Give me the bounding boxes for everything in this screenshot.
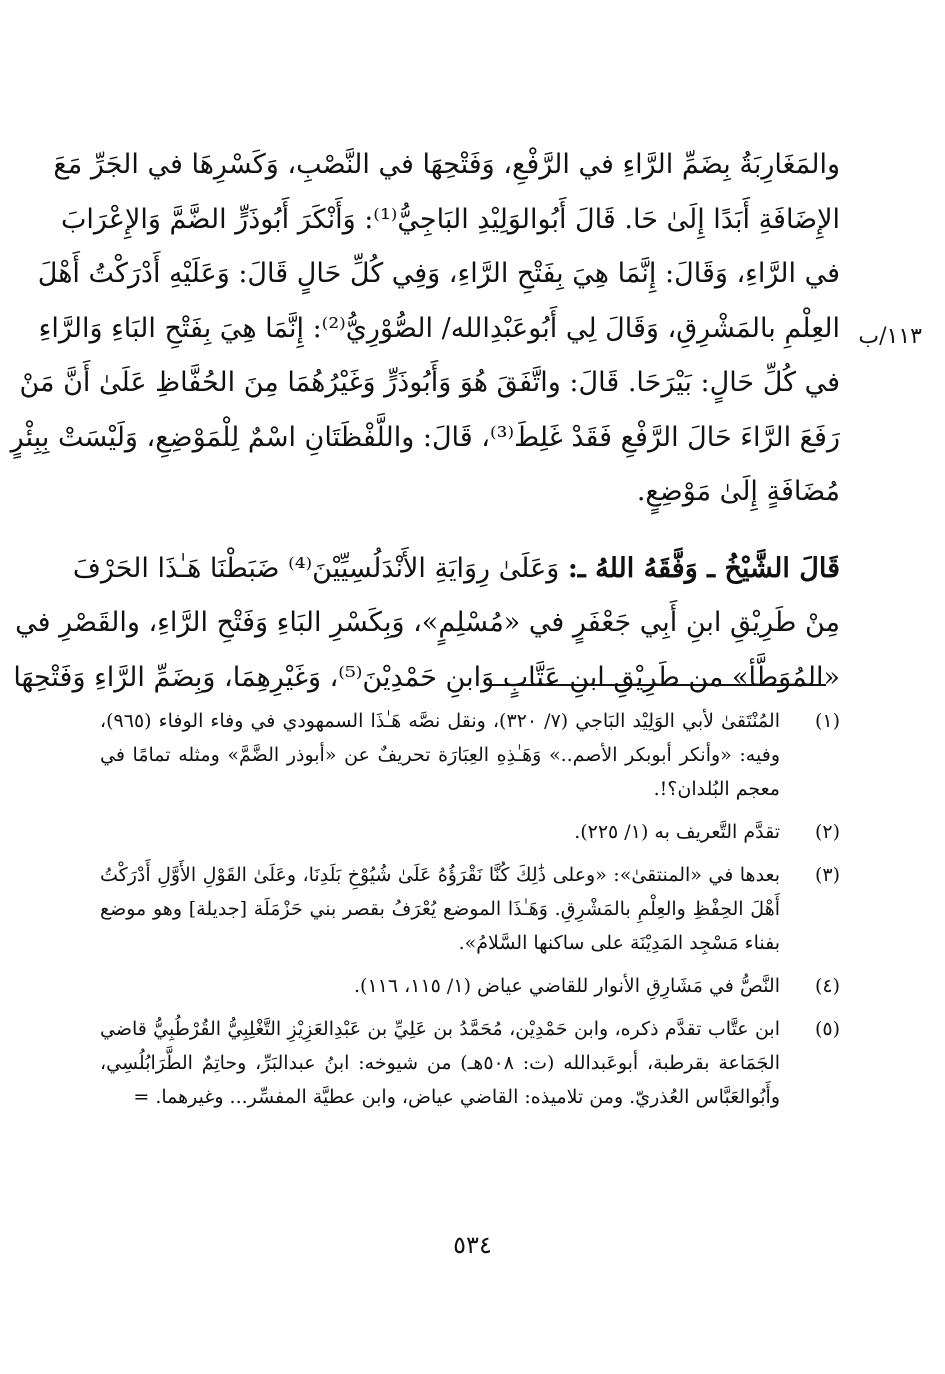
footnote [100,704,840,806]
text-line [72,542,840,597]
footnote-number: (٢) [814,821,840,843]
text-line: «المُوَطَّأ» من طَرِيْقِ ابنِ عَتَّابٍ وَابنِ حَمْدِيْنَ⁽⁵⁾، وَغَيْرِهِمَا، وَبِضَمِّ الرَّاءِ وَفَتْحِهَا [13,661,840,693]
footnotes [100,704,840,1123]
footnote-line: الجَمَاعة بقرطبة، أبوعَبدالله (ت: ٥٠٨هـ) من شيوخه: ابنُ عبدالبَرِّ، وحاتِمٌ الطَّرَابُلُسِي، [100,1052,781,1074]
footnote-line: أَهْلَ الحِفْظِ والعِلْمِ بالمَشْرِقِ. وَهَـٰذَا الموضع يُعْرَفُ بقصر بني حَزْمَلَة [جديلة] وهو موضع [100,898,780,920]
sheikh-heading: قَالَ الشَّيْخُ ـ وَفَّقَهُ اللهُ ـ: [567,552,840,584]
text-line: رَفَعَ الرَّاءَ حَالَ الرَّفْعِ فَقَدْ غَلِطَ⁽³⁾، قَالَ: واللَّفْظَتَانِ اسْمٌ لِلْمَوْضِعِ، وَلَيْسَتْ بِبِئْرٍ [10,421,840,453]
text-line: العِلْمِ بالمَشْرِقِ، وَقَالَ لِي أَبُوعَبْدِالله/ الصُّوْرِيُّ⁽²⁾: إِنَّمَا هِيَ بِفَتْحِ البَاءِ وَالرَّاءِ [38,312,840,344]
footnote-line: بفناء مَسْجِد المَدِيْنَة على ساكنها السَّلامُ». [458,932,780,954]
footnote-line: ابن عتَّاب تقدَّم ذكره، وابن حَمْدِيْن، مُحَمَّدُ بن عَلِيِّ بن عَبْدِالعَزِيْزِ التَّغْلِبِيُّ القُرْطُبِيُّ قاضي [100,1018,780,1040]
footnote-number: (١) [814,710,840,732]
text-run: وَعَلَىٰ رِوَايَةِ الأَنْدَلُسِيِّيْنَ⁽⁴⁾ ضَبَطْنَا هَـٰذَا الحَرْفَ [72,552,560,584]
text-line: مُضَافَةٍ إِلَىٰ مَوْضِعٍ. [636,476,840,507]
text-line: الإِضَافَةِ أَبَدًا إِلَىٰ حَا. قَالَ أَبُوالوَلِيْدِ البَاجِيُّ⁽¹⁾: وَأَنْكَرَ أَبُوذَرٍّ الضَّمَّ وَالإِعْرَابَ [61,203,840,235]
footnote-number: (٣) [814,864,840,886]
footnote-line: المُنْتَقىٰ لأبي الوَلِيْد البَاجي (٧/ ٣٢٠)، ونقل نصَّه هَـٰذَا السمهودي في وفاء الوفاء (٩٦٥)، [100,710,780,732]
footnote [100,969,840,1003]
footnote-line: بعدها في «المنتقىٰ»: «وعلى ذَٰلِكَ كُنَّا نَقْرَؤُهُ عَلَىٰ شُيُوْخِ بَلَدِنَا، وعَلَىٰ القَوْلِ الأَوَّلِ أَدْرَكْتُ [100,864,780,886]
folio-margin-note: ١١٣/ب [858,324,922,349]
text-line: مِنْ طَرِيْقِ ابنِ أَبِي جَعْفَرٍ في «مُسْلِمٍ»، وَبِكَسْرِ البَاءِ وَفَتْحِ الرَّاءِ، والقَصْرِ في [15,607,840,638]
text-line: في الرَّاءِ، وَقَالَ: إِنَّمَا هِيَ بِفَتْحِ الرَّاءِ، وَفِي كُلِّ حَالٍ قَالَ: وَعَلَيْهِ أَدْرَكْتُ أَهْلَ [37,258,840,289]
paragraph-1 [10,138,840,520]
text-line: في كُلِّ حَالٍ: بَيْرَحَا. قَالَ: واتَّفَقَ هُوَ وَأَبُوذَرٍّ وَغَيْرُهُمَا مِنَ الحُفَّاظِ عَلَىٰ أَنَّ مَنْ [19,367,840,398]
paragraph-gap [100,520,840,542]
footnote-line: معجم البُلدان؟!. [653,778,780,800]
footnote-line: وأَبُوالعَبَّاس العُذريّ. ومن تلاميذه: القاضي عياض، وابن عطيَّة المفسِّر... وغيرهما. = [133,1086,780,1108]
paragraph-2 [13,542,840,706]
main-text-block [10,138,840,705]
footnote-line: النَّصُّ في مَشَارِقِ الأنوار للقاضي عياض (١/ ١١٥، ١١٦). [354,975,780,997]
footnote-number: (٥) [814,1018,840,1040]
footnote-separator [492,684,826,686]
text-line: والمَغَارِبَةُ بِضَمِّ الرَّاءِ في الرَّفْعِ، وَفَتْحِهَا في النَّصْبِ، وَكَسْرِهَا في الجَرِّ مَعَ [53,149,840,180]
footnote [100,858,840,960]
footnote [100,1012,840,1114]
page-number: ٥٣٤ [453,1231,492,1259]
footnote [100,815,840,849]
footnote-line: تقدَّم التَّعريف به (١/ ٢٢٥). [574,821,780,843]
footnote-line: وفيه: «وأنكر أبوبكر الأصم..» وَهَـٰذِهِ العِبَارَة تحريفٌ عن «أبوذر الضَّمَّ» ومثله تمامًا في [100,744,780,766]
footnote-number: (٤) [814,975,840,997]
